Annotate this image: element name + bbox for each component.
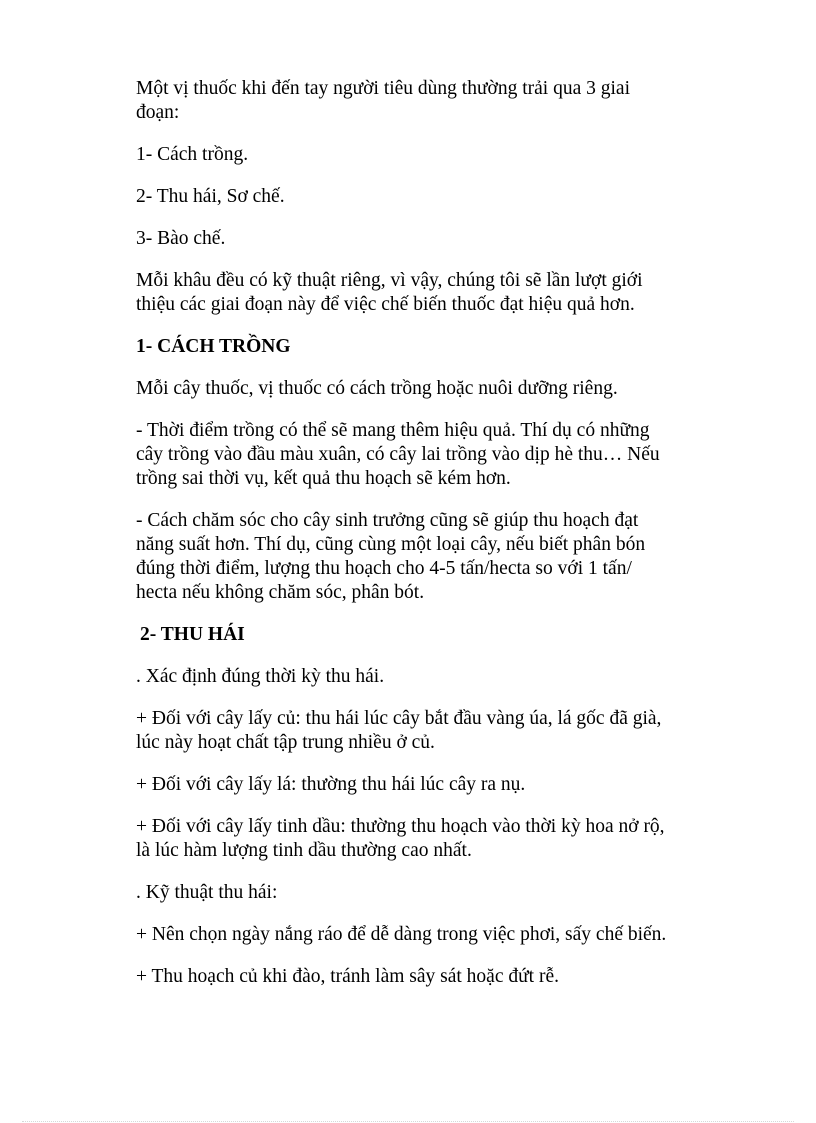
page-bottom-divider (22, 1121, 794, 1122)
section2-paragraph: + Nên chọn ngày nắng ráo để dễ dàng trong việc phơi, sấy chế biến. (136, 924, 667, 945)
paragraph-line: là lúc hàm lượng tinh dầu thường cao nhất. (136, 840, 472, 861)
paragraph-line: đúng thời điểm, lượng thu hoạch cho 4-5 tấn/hecta so với 1 tấn/ (136, 558, 632, 579)
paragraph-line: + Đối với cây lấy củ: thu hái lúc cây bắt đầu vàng úa, lá gốc đã già, (136, 708, 662, 729)
intro-paragraph (136, 77, 746, 125)
section1-paragraph: Mỗi cây thuốc, vị thuốc có cách trồng hoặc nuôi dưỡng riêng. (136, 378, 618, 399)
intro-line: Một vị thuốc khi đến tay người tiêu dùng thường trải qua 3 giai (136, 78, 630, 99)
paragraph-line: hecta nếu không chăm sóc, phân bót. (136, 582, 425, 603)
stage-item: 2- Thu hái, Sơ chế. (136, 186, 285, 207)
summary-line: thiệu các giai đoạn này để việc chế biến thuốc đạt hiệu quả hơn. (136, 294, 635, 315)
paragraph-line: + Đối với cây lấy tinh dầu: thường thu hoạch vào thời kỳ hoa nở rộ, (136, 816, 665, 837)
document-body (136, 77, 746, 1007)
section2-paragraph: + Đối với cây lấy lá: thường thu hái lúc cây ra nụ. (136, 774, 526, 795)
summary-line: Mỗi khâu đều có kỹ thuật riêng, vì vậy, chúng tôi sẽ lần lượt giới (136, 270, 643, 291)
stage-item: 1- Cách trồng. (136, 144, 249, 165)
section-heading-cach-trong: 1- CÁCH TRỒNG (136, 336, 291, 357)
paragraph-line: - Cách chăm sóc cho cây sinh trưởng cũng sẽ giúp thu hoạch đạt (136, 510, 639, 531)
stage-item: 3- Bào chế. (136, 228, 226, 249)
section2-paragraph (136, 707, 746, 755)
section2-paragraph: . Xác định đúng thời kỳ thu hái. (136, 666, 385, 687)
paragraph-line: - Thời điểm trồng có thể sẽ mang thêm hiệu quả. Thí dụ có những (136, 420, 650, 441)
paragraph-line: cây trồng vào đầu màu xuân, có cây lai trồng vào dịp hè thu… Nếu (136, 444, 660, 465)
summary-paragraph (136, 269, 746, 317)
paragraph-line: trồng sai thời vụ, kết quả thu hoạch sẽ kém hơn. (136, 468, 511, 489)
section1-paragraph (136, 419, 746, 491)
section2-paragraph (136, 815, 746, 863)
section2-paragraph: + Thu hoạch củ khi đào, tránh làm sây sát hoặc đứt rễ. (136, 966, 560, 987)
paragraph-line: lúc này hoạt chất tập trung nhiều ở củ. (136, 732, 435, 753)
section-heading-thu-hai: 2- THU HÁI (140, 624, 245, 645)
section1-paragraph (136, 509, 746, 605)
section2-paragraph: . Kỹ thuật thu hái: (136, 882, 278, 903)
intro-line: đoạn: (136, 102, 180, 123)
paragraph-line: năng suất hơn. Thí dụ, cũng cùng một loại cây, nếu biết phân bón (136, 534, 646, 555)
